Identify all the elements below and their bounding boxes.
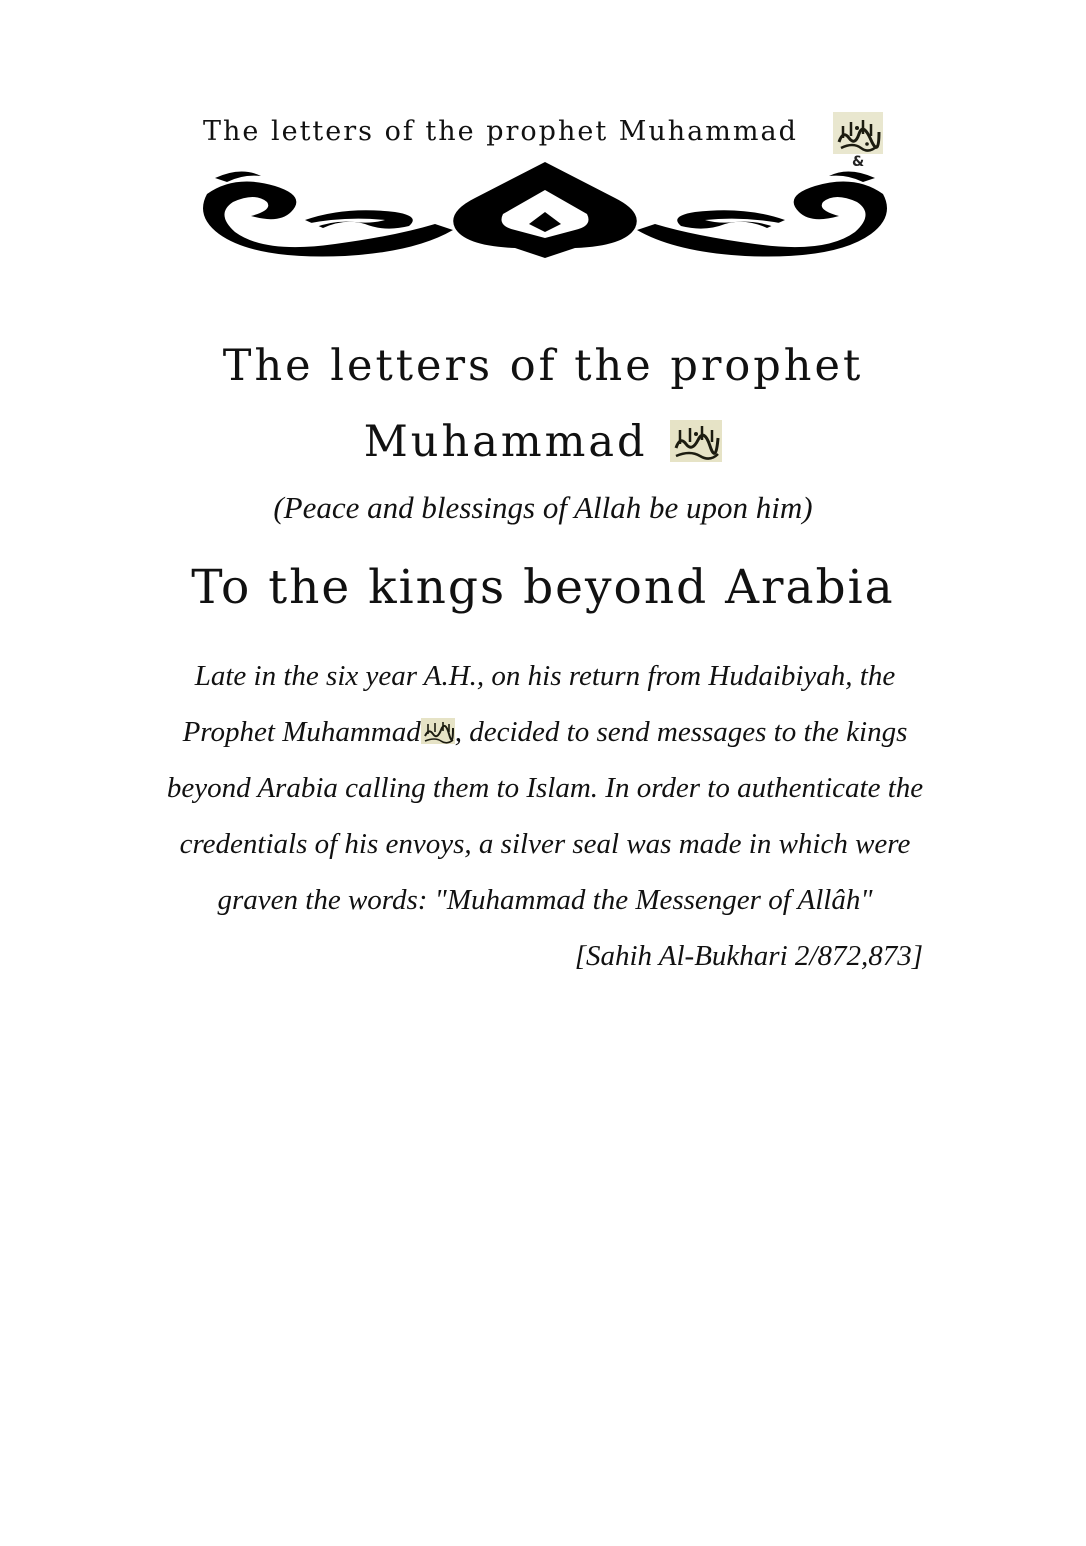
title-line-2-text: Muhammad <box>363 417 648 467</box>
salawat-calligraphy-icon <box>670 420 722 462</box>
body-line-4: credentials of his envoys, a silver seal was made in which were <box>179 828 911 860</box>
body-line-2-end: , decided to send messages to the kings <box>454 716 908 748</box>
salawat-calligraphy-icon <box>833 112 883 154</box>
body-line-1: Late in the six year A.H., on his return from Hudaibiyah, the <box>194 660 896 692</box>
document-title <box>0 328 1086 480</box>
body-paragraph <box>160 648 930 928</box>
body-line-3: beyond Arabia calling them to Islam. In order to authenticate the <box>166 772 924 804</box>
title-line-2 <box>0 404 1086 480</box>
salawat-calligraphy-icon <box>421 718 455 744</box>
arabesque-divider-icon <box>195 160 895 260</box>
subtitle: (Peace and blessings of Allah be upon him) <box>273 490 813 525</box>
running-header-title: The letters of the prophet Muhammad <box>203 116 798 147</box>
body-line-2-start: Prophet Muhammad <box>182 716 421 748</box>
body-line-2 <box>160 704 930 760</box>
section-heading: To the kings beyond Arabia <box>191 560 895 615</box>
body-line-5: graven the words: "Muhammad the Messenger of Allâh" <box>217 884 873 916</box>
header-mark: & <box>852 154 865 170</box>
title-line-1: The letters of the prophet <box>222 341 864 391</box>
citation: [Sahih Al-Bukhari 2/872,873] <box>574 940 923 972</box>
